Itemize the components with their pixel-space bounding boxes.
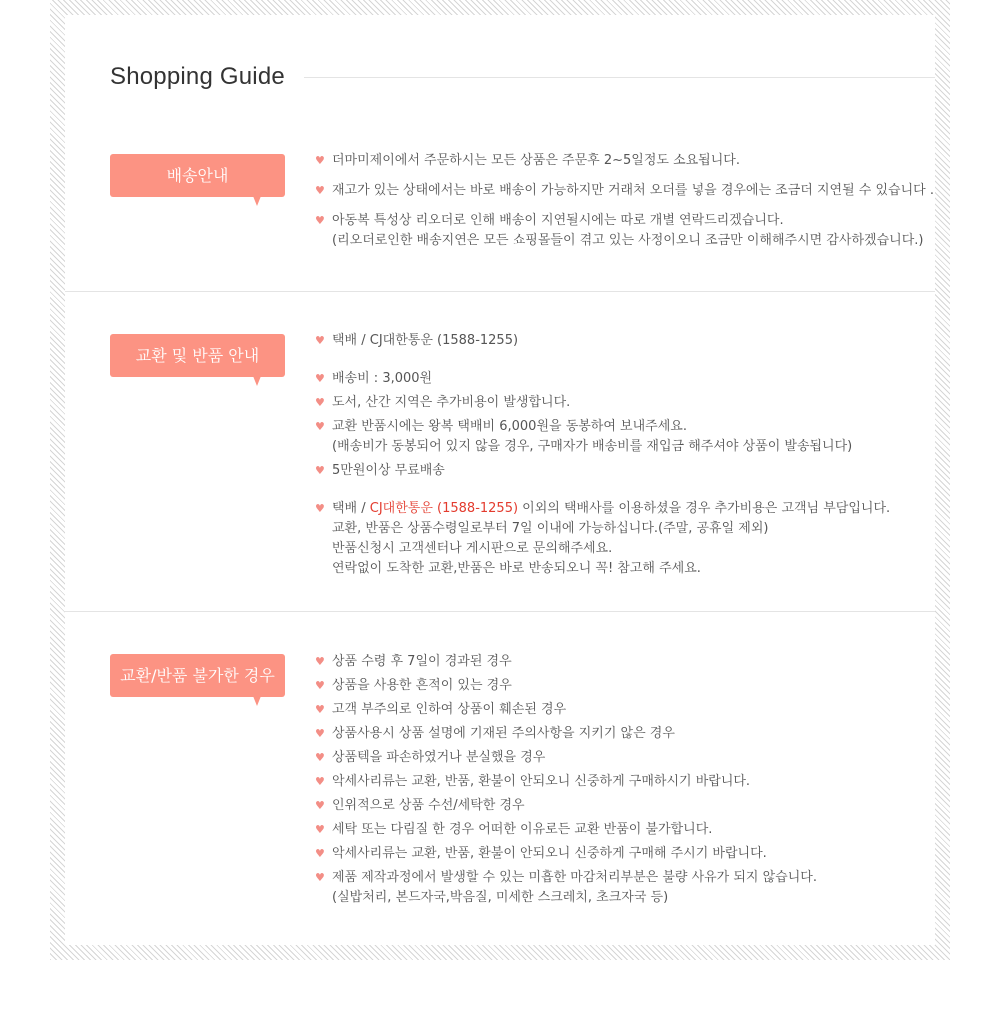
list-item: ♥ 상품사용시 상품 설명에 기재된 주의사항을 지키기 않은 경우 [315, 724, 925, 744]
list-item: ♥ 고객 부주의로 인하여 상품이 훼손된 경우 [315, 700, 925, 720]
heart-icon: ♥ [315, 679, 325, 692]
list-item: ♥ 택배 / CJ대한통운 (1588-1255) 이외의 택배사를 이용하셨을 경우 추가비용은 고객님 부담입니다. 교환, 반품은 상품수령일로부터 7일 이내에 가능하십니다.(주말, 공휴일 제외) 반품신청시 고객센터나 게시판으로 문의해주세요. 연락없이 도착한 교환,반품은 바로 반송되오니 꼭! 참고해 주세요. [315, 501, 891, 576]
heart-icon: ♥ [315, 184, 325, 197]
heart-icon: ♥ [315, 154, 325, 167]
heart-icon: ♥ [315, 420, 325, 433]
heart-icon: ♥ [315, 799, 325, 812]
list-item: ♥ 택배 / CJ대한통운 (1588-1255) [315, 331, 925, 351]
list-item: ♥ 재고가 있는 상태에서는 바로 배송이 가능하지만 거래처 오더를 넣을 경우에는 조금더 지연될 수 있습니다 . [315, 181, 925, 201]
heart-icon: ♥ [315, 751, 325, 764]
courier-highlight: CJ대한통운 (1588-1255) [369, 501, 519, 516]
heart-icon: ♥ [315, 372, 325, 385]
section-divider [65, 611, 935, 612]
heart-icon: ♥ [315, 396, 325, 409]
list-item: ♥ 상품텍을 파손하였거나 분실했을 경우 [315, 748, 925, 768]
heart-icon: ♥ [315, 334, 325, 347]
list-item: ♥ 교환 반품시에는 왕복 택배비 6,000원을 동봉하여 보내주세요. (배송비가 동봉되어 있지 않을 경우, 구매자가 배송비를 재입금 해주셔야 상품이 발송됩니다) [315, 419, 853, 454]
section-divider [65, 291, 935, 292]
list-item: ♥ 제품 제작과정에서 발생할 수 있는 미흡한 마감처리부분은 불량 사유가 되지 않습니다. (실밥처리, 본드자국,박음질, 미세한 스크레치, 초크자국 등) [315, 870, 817, 905]
delivery-list [315, 151, 934, 251]
heart-icon: ♥ [315, 823, 325, 836]
guide-content [65, 15, 935, 945]
heart-icon: ♥ [315, 775, 325, 788]
heart-icon: ♥ [315, 871, 325, 884]
heart-icon: ♥ [315, 655, 325, 668]
list-item: ♥ 인위적으로 상품 수선/세탁한 경우 [315, 796, 925, 816]
heart-icon: ♥ [315, 847, 325, 860]
list-item: ♥ 상품을 사용한 흔적이 있는 경우 [315, 676, 925, 696]
exchange-return-list [315, 331, 925, 579]
heart-icon: ♥ [315, 502, 325, 515]
list-item: ♥ 5만원이상 무료배송 [315, 461, 925, 481]
non-returnable-badge: 교환/반품 불가한 경우 [110, 654, 285, 697]
list-item: ♥ 아동복 특성상 리오더로 인해 배송이 지연될시에는 따로 개별 연락드리겠습니다. (리오더로인한 배송지연은 모든 쇼핑몰들이 겪고 있는 사정이오니 조금만 이해해주시면 감사하겠습니다.) [315, 213, 924, 248]
heart-icon: ♥ [315, 214, 325, 227]
guide-frame [50, 0, 950, 960]
list-item: ♥ 상품 수령 후 7일이 경과된 경우 [315, 652, 925, 672]
list-item: ♥ 더마미제이에서 주문하시는 모든 상품은 주문후 2~5일정도 소요됩니다. [315, 151, 925, 171]
heart-icon: ♥ [315, 703, 325, 716]
title-divider [304, 77, 935, 78]
list-item: ♥ 세탁 또는 다림질 한 경우 어떠한 이유로든 교환 반품이 불가합니다. [315, 820, 925, 840]
list-item: ♥ 악세사리류는 교환, 반품, 환불이 안되오니 신중하게 구매해 주시기 바랍니다. [315, 844, 925, 864]
exchange-return-badge: 교환 및 반품 안내 [110, 334, 285, 377]
list-item: ♥ 악세사리류는 교환, 반품, 환불이 안되오니 신중하게 구매하시기 바랍니다. [315, 772, 925, 792]
page-title: Shopping Guide [110, 63, 285, 90]
delivery-badge: 배송안내 [110, 154, 285, 197]
non-returnable-list [315, 652, 925, 908]
list-item: ♥ 배송비 : 3,000원 [315, 369, 925, 389]
title-row [110, 63, 935, 93]
list-item: ♥ 도서, 산간 지역은 추가비용이 발생합니다. [315, 393, 925, 413]
heart-icon: ♥ [315, 464, 325, 477]
heart-icon: ♥ [315, 727, 325, 740]
